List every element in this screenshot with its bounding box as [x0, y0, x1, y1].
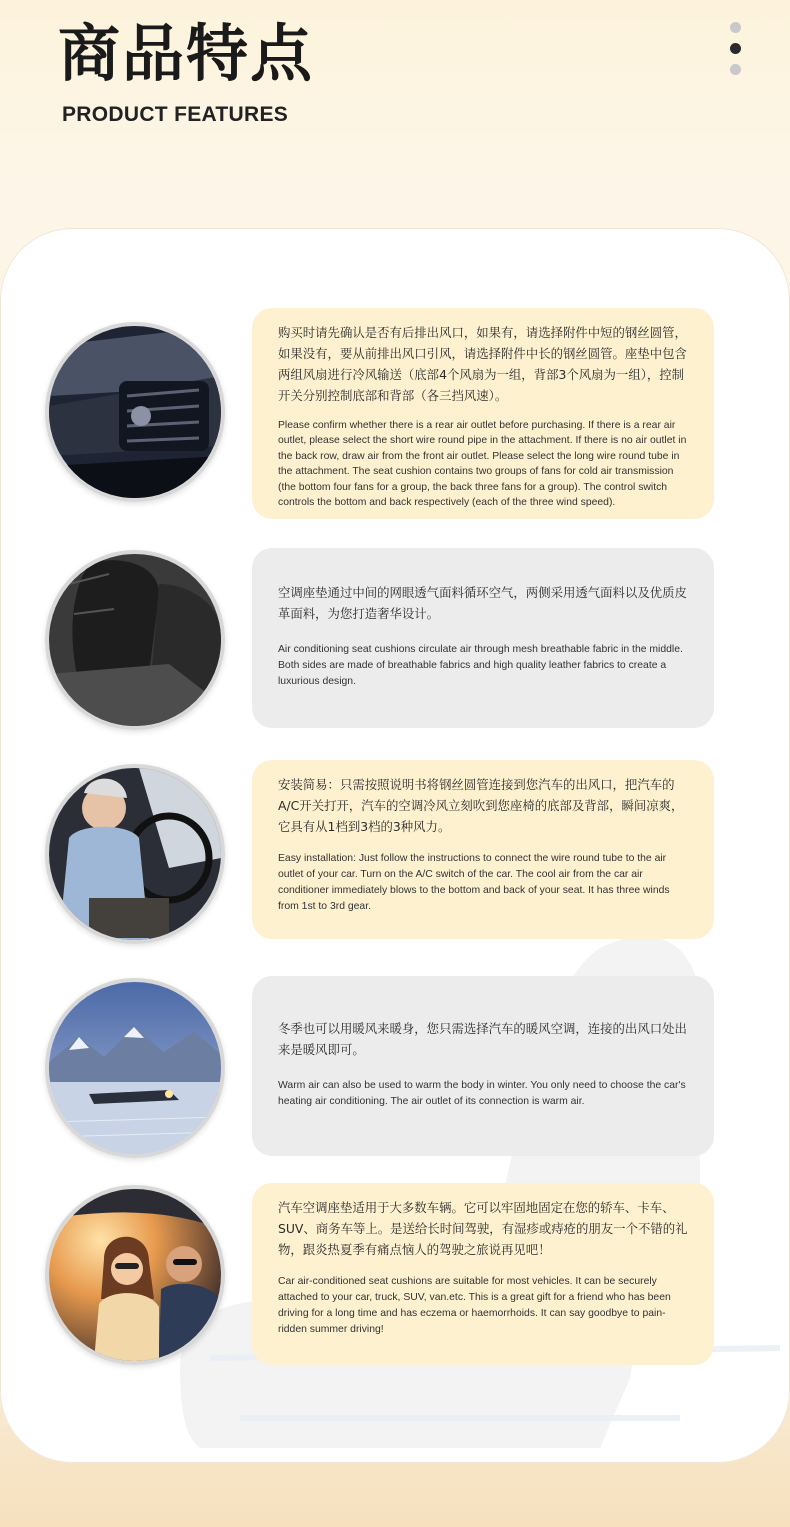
car-air-vent-photo — [45, 322, 225, 502]
couple-driving-photo — [45, 1185, 225, 1365]
feature-text-zh: 冬季也可以用暖风来暖身，您只需选择汽车的暖风空调，连接的出风口处出来是暖风即可。 — [278, 1021, 687, 1057]
page-subtitle: PRODUCT FEATURES — [62, 103, 289, 126]
pagination-dots — [727, 22, 743, 85]
winter-car-photo — [45, 978, 225, 1158]
feature-panel-1 — [252, 308, 714, 519]
feature-text-zh: 购买时请先确认是否有后排出风口，如果有，请选择附件中短的钢丝圆管，如果没有，要从前排出风口引风，请选择附件中长的钢丝圆管。座垫中包含两组风扇进行冷风输送（底部4个风扇为一组，背部3个风扇为一组），控制开关分别控制底部和背部（各三挡风速）。 — [278, 325, 687, 403]
feature-panel-3 — [252, 760, 714, 939]
pagination-dot[interactable] — [730, 22, 741, 33]
feature-text-zh: 空调座垫通过中间的网眼透气面料循环空气，两侧采用透气面料以及优质皮革面料，为您打造奢华设计。 — [278, 585, 687, 621]
leather-car-seat-photo — [45, 550, 225, 730]
pagination-dot-active[interactable] — [730, 43, 741, 54]
page-title: 商品特点 — [58, 17, 315, 90]
feature-panel-5 — [252, 1183, 714, 1365]
features-card — [0, 228, 790, 1463]
pagination-dot[interactable] — [730, 64, 741, 75]
feature-text-en: Please confirm whether there is a rear air outlet before purchasing. If there is a rear air outlet, please select the short wire round pipe in the attachment. If there is no air outlet in the back row, draw air from the front air outlet. Please select the long wire round tube in the attachment. The seat cushion contains two groups of fans for cold air transmission (the bottom four fans for a group, the back three fans for a group). The control switch controls the bottom and back respectively (each of the three wind speed). — [278, 420, 687, 509]
feature-text-en: Easy installation: Just follow the instructions to connect the wire round tube to the air outlet of your car. Turn on the A/C switch of the car. The cool air from the car air conditioner immediately blows to the bottom and back of your seat. It has three winds from 1st to 3rd gear. — [278, 853, 670, 912]
feature-text-zh: 安装简易：只需按照说明书将钢丝圆管连接到您汽车的出风口，把汽车的A/C开关打开，汽车的空调冷风立刻吹到您座椅的底部及背部，瞬间凉爽，它具有从1档到3档的3种风力。 — [278, 777, 684, 834]
driver-photo — [45, 764, 225, 944]
feature-text-zh: 汽车空调座垫适用于大多数车辆。它可以牢固地固定在您的轿车、卡车、SUV、商务车等上。是送给长时间驾驶，有湿疹或痔疮的朋友一个不错的礼物，跟炎热夏季有痛点恼人的驾驶之旅说再见吧！ — [278, 1200, 688, 1257]
feature-text-en: Air conditioning seat cushions circulate air through mesh breathable fabric in the middle. Both sides are made of breathable fabrics and high quality leather fabrics to create a luxurious design. — [278, 644, 683, 687]
feature-text-en: Car air-conditioned seat cushions are suitable for most vehicles. It can be securely attached to your car, truck, SUV, van.etc. This is a great gift for a friend who has been driving for a long time and has eczema or haemorrhoids. It can say goodbye to pain-ridden summer driving! — [278, 1276, 671, 1335]
feature-panel-2 — [252, 548, 714, 728]
feature-text-en: Warm air can also be used to warm the body in winter. You only need to choose the car's heating air conditioning. The air outlet of its connection is warm air. — [278, 1080, 686, 1107]
feature-panel-4 — [252, 976, 714, 1156]
